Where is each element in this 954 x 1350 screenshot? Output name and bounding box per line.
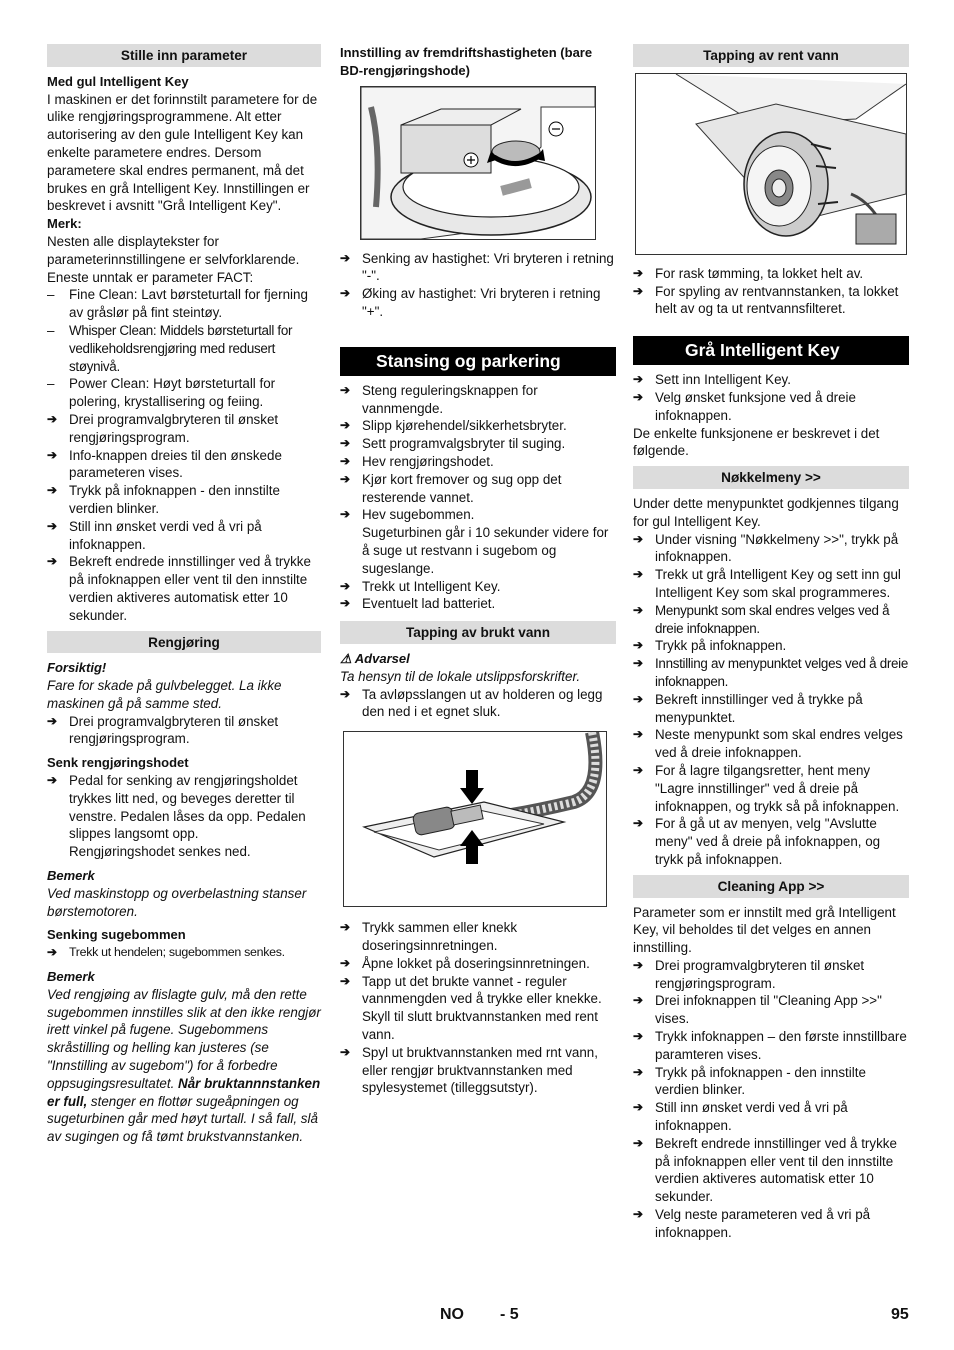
section-heading-stop: Stansing og parkering <box>340 347 616 376</box>
step-item: ➔ Kjør kort fremover og sug opp det resterende vannet. <box>340 471 616 507</box>
section-heading-grey-key: Grå Intelligent Key <box>633 336 909 365</box>
subheading-yellow-key: Med gul Intelligent Key <box>47 73 189 89</box>
section-heading-cleaning: Rengjøring <box>47 631 321 654</box>
paragraph-yellow-key: I maskinen er det forinnstilt parametere for de ulike rengjøringsprogrammene. Alt etter autorisering av den gule Intelligent Key kan enkelte parametere endres. Dersom parametere skal endres permanent, må det brukes en grå Intelligent Key. Innstillingen er beskrevet i avsnitt "Grå Intelligent Key". <box>47 91 318 214</box>
stop-note: Sugeturbinen går i 10 sekunder videre for å suge ut restvann i sugebom og sugeslange. <box>362 525 609 576</box>
step-item: ➔ For å gå ut av menyen, velg "Avslutte meny" ved å dreie på infoknappen, og trykk på infoknappen. <box>633 815 909 868</box>
subheading-lower-squeegee: Senking sugebommen <box>47 927 186 943</box>
step-item: ➔ Menypunkt som skal endres velges ved å dreie infoknappen. <box>633 602 909 638</box>
remark-text: Ved maskinstopp og overbelastning stanser børstemotoren. <box>47 885 307 919</box>
remark-text-bold: Når bruktannnstanken er full, <box>47 1075 321 1109</box>
step-item: ➔ Eventuelt lad batteriet. <box>340 595 616 613</box>
section-heading-parameters: Stille inn parameter <box>47 44 321 67</box>
step-item: ➔ Øking av hastighet: Vri bryteren i retning "+". <box>340 285 616 321</box>
step-item: ➔ Bekreft innstillinger ved å trykke på menypunktet. <box>633 691 909 727</box>
remark-title: Bemerk <box>47 868 95 884</box>
step-item: ➔ Steng reguleringsknappen for vannmengde. <box>340 382 616 418</box>
step-item: ➔ Under visning "Nøkkelmeny >>", trykk på infoknappen. <box>633 531 909 567</box>
fresh-water-illustration <box>635 73 907 255</box>
step-item: ➔ Bekreft endrede innstillinger ved å trykke på infoknappen eller vent til den innstilte verdien aktiveres automatisk etter 10 sekunder. <box>633 1135 909 1206</box>
step-item: ➔ Velg neste parameteren ved å vri på infoknappen. <box>633 1206 909 1242</box>
caution-text: Fare for skade på gulvbelegget. La ikke maskinen gå på samme sted. <box>47 678 282 711</box>
warning-text: Ta hensyn til de lokale utslippsforskrifter. <box>340 668 581 684</box>
remark-title: Bemerk <box>47 969 95 985</box>
paragraph-note: Nesten alle displaytekster for parameterinnstillingene er selvforklarende. Eneste unntak er parameter FACT: <box>47 233 300 285</box>
step-item: ➔ Tapp ut det brukte vannet - reguler vannmengden ved å trykke eller knekke. Skyll til slutt bruktvannstanken med rent vann. <box>340 973 616 1044</box>
step-item: ➔ Trykk på infoknappen - den innstilte verdien blinker. <box>47 482 321 518</box>
drain-hose-illustration <box>343 731 607 907</box>
step-item: ➔ Drei programvalgbryteren til ønsket rengjøringsprogram. <box>633 957 909 993</box>
column-1 <box>47 44 321 1146</box>
step-item: ➔ For å lagre tilgangsretter, hent meny "Lagre innstillinger" ved å dreie på infoknappen, og trykk så på infoknappen. <box>633 762 909 815</box>
section-heading-cleaning-app: Cleaning App >> <box>633 875 909 898</box>
section-heading-key-menu: Nøkkelmeny >> <box>633 466 909 489</box>
step-item: ➔ Still inn ønsket verdi ved å vri på infoknappen. <box>633 1099 909 1135</box>
step-item: ➔ Neste menypunkt som skal endres velges ved å dreie infoknappen. <box>633 726 909 762</box>
step-item: ➔ Sett programvalgsbryter til suging. <box>340 435 616 453</box>
step-item: ➔ Spyl ut bruktvannstanken med rnt vann, eller rengjør bruktvannstanken med spylesystemet (tilleggsutstyr). <box>340 1044 616 1097</box>
footer-language: NO <box>440 1306 464 1323</box>
cleaning-app-text: Parameter som er innstilt med grå Intelligent Key, vil beholdes til det velges en annen innstilling. <box>633 904 896 956</box>
step-item: ➔ Velg ønsket funksjone ved å dreie infoknappen. <box>633 389 909 425</box>
step-item: ➔ Pedal for senking av rengjøringsholdet trykkes litt ned, og beveges deretter til venstre. Pedalen låses da opp. Pedalen slippes langsomt opp. <box>47 772 321 843</box>
section-heading-fresh-water: Tapping av rent vann <box>633 44 909 67</box>
column-2 <box>340 44 616 1097</box>
dash-item: – Fine Clean: Lavt børsteturtall for fjerning av gråslør på fint steintøy. <box>47 286 321 322</box>
footer-page-number: 95 <box>891 1306 909 1323</box>
speed-switch-illustration <box>360 86 596 240</box>
warning-title <box>340 650 616 668</box>
remark-text-rest: stenger en flottør sugeåpningen og sugeturbinen går med høyt turtall. I så fall, slå av sugingen og få tømt brukstvannstanken. <box>47 1093 318 1145</box>
step-item: ➔ Hev rengjøringshodet. <box>340 453 616 471</box>
step-item: ➔ Drei programvalgbryteren til ønsket rengjøringsprogram. <box>47 713 321 749</box>
step-item: ➔ Info-knappen dreies til den ønskede parameteren vises. <box>47 447 321 483</box>
step-item: ➔ Trykk sammen eller knekk doseringsinnretningen. <box>340 919 616 955</box>
step-item: ➔ For spyling av rentvannstanken, ta lokket helt av og ta ut rentvannsfilteret. <box>633 283 909 319</box>
caution-title: Forsiktig! <box>47 660 107 676</box>
key-menu-text: Under dette menypunktet godkjennes tilgang for gul Intelligent Key. <box>633 495 899 529</box>
subheading-note: Merk: <box>47 216 82 232</box>
step-item: ➔ Sett inn Intelligent Key. <box>633 371 909 389</box>
column-3 <box>633 44 909 1242</box>
step-item: ➔ Senking av hastighet: Vri bryteren i retning "-". <box>340 250 616 286</box>
step-item: ➔ Still inn ønsket verdi ved å vri på infoknappen. <box>47 518 321 554</box>
step-item: ➔ Åpne lokket på doseringsinnretningen. <box>340 955 616 973</box>
step-item: ➔ Hev sugebommen. <box>340 506 616 524</box>
step-item: ➔ Trykk på infoknappen - den innstilte verdien blinker. <box>633 1064 909 1100</box>
step-item: ➔ Slipp kjørehendel/sikkerhetsbryter. <box>340 417 616 435</box>
dash-item: – Power Clean: Høyt børsteturtall for polering, krystallisering og feiing. <box>47 375 321 411</box>
step-item: ➔ Trekk ut grå Intelligent Key og sett inn gul Intelligent Key som skal programmeres. <box>633 566 909 602</box>
step-item: ➔ Ta avløpsslangen ut av holderen og legg den ned i et egnet sluk. <box>340 686 616 722</box>
step-item: ➔ Trykk på infoknappen. <box>633 637 909 655</box>
warning-icon: ⚠ <box>340 650 352 666</box>
grey-key-text: De enkelte funksjonene er beskrevet i det følgende. <box>633 425 880 459</box>
step-item: ➔ For rask tømming, ta lokket helt av. <box>633 265 909 283</box>
step-item: ➔ Trekk ut hendelen; sugebommen senkes. <box>47 944 321 962</box>
step-item: ➔ Trykk infoknappen – den første innstillbare paramteren vises. <box>633 1028 909 1064</box>
step-item: ➔ Drei infoknappen til "Cleaning App >>" vises. <box>633 992 909 1028</box>
remark-text-main: Ved rengjøing av flislagte gulv, må den rette sugebommen innstilles slik at den ikke rengjør irett vinkel på fugene. Sugebommens skråstilling og helling kan justeres (se "Innstilling av sugebom") for å forbedre oppsugingsresultatet. <box>47 986 321 1091</box>
step-item: ➔ Innstilling av menypunktet velges ved å dreie infoknappen. <box>633 655 909 691</box>
step-item: ➔ Bekreft endrede innstillinger ved å trykke på infoknappen eller vent til den innstilte verdien aktiveres automatisk etter 10 sekunder. <box>47 553 321 624</box>
remark-text <box>47 986 321 1146</box>
footer-subpage: - 5 <box>500 1306 519 1323</box>
step-item: ➔ Trekk ut Intelligent Key. <box>340 578 616 596</box>
section-heading-drain: Tapping av brukt vann <box>340 621 616 644</box>
step-item: ➔ Drei programvalgbryteren til ønsket rengjøringsprogram. <box>47 411 321 447</box>
subheading-lower-head: Senk rengjøringshodet <box>47 755 189 771</box>
warning-title-text: Advarsel <box>354 650 410 666</box>
dash-item: – Whisper Clean: Middels børsteturtall for vedlikeholdsrengjøring med redusert støynivå. <box>47 322 321 375</box>
result-text: Rengjøringshodet senkes ned. <box>69 844 251 860</box>
subheading-speed: Innstilling av fremdriftshastigheten (bare BD-rengjøringshode) <box>340 45 593 78</box>
